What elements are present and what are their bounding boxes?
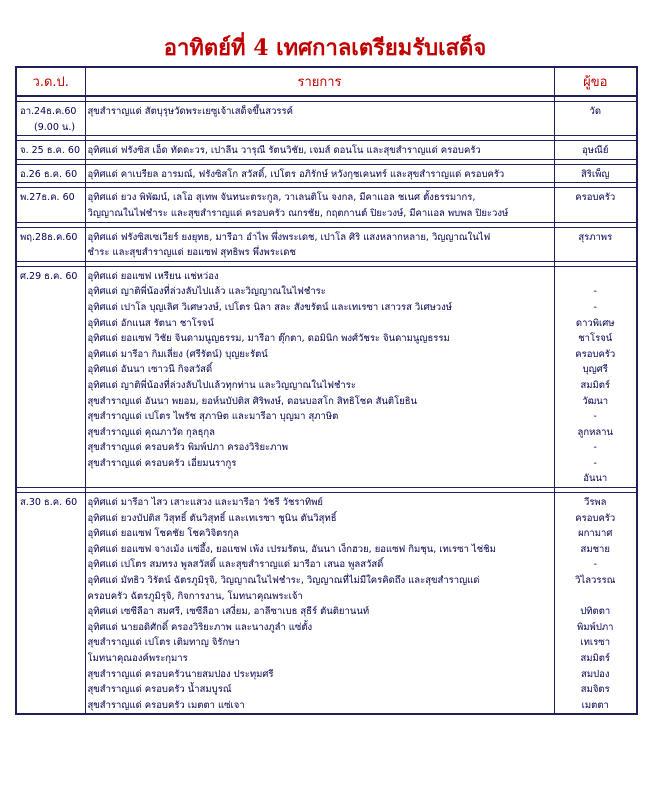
requester-cell	[554, 141, 637, 160]
date-text: อ.26 ธ.ค. 60	[20, 168, 78, 180]
header-items: รายการ	[85, 67, 554, 96]
table-row	[16, 141, 637, 160]
date-cell	[16, 493, 85, 715]
intention-line: อุทิศแด่ อันนา เซาวนี กิจสวัสดิ์	[87, 364, 213, 376]
requester-name: อันนา	[583, 473, 608, 485]
date-text: (9.00 น.)	[34, 121, 76, 133]
requester-name: เมตตา	[581, 699, 609, 711]
table-row	[16, 188, 637, 222]
table-row	[16, 164, 637, 183]
intention-line: อุทิศแด่ ยอแซฟ จางเม้ง แซ่อึ้ง, ยอแซฟ เพ้ง เปรมรัตน, อันนา เง็กฮวย, ยอแซฟ กิมชุน, เทเรซา ไช่ชิม	[87, 543, 496, 555]
intention-line: อุทิศแด่ เปโตร สมทรง พูลสวัสดิ์ และสุขสำราญแด่ มารีอา เสนอ พูลสวัสดิ์	[87, 559, 384, 571]
requester-name: วัด	[589, 106, 601, 117]
date-cell	[16, 227, 85, 261]
table-row	[16, 227, 637, 261]
page-title: อาทิตย์ที่ 4 เทศกาลเตรียมรับเสด็จ	[163, 35, 487, 61]
intention-line: อุทิศแด่ ยวงบัปติส วิสุทธิ์ ตันวิสุทธิ์ และเทเรซา ชูนิน ตันวิสุทธิ์	[87, 512, 337, 524]
table-header-row	[16, 67, 637, 96]
requester-name: สมชาย	[580, 543, 610, 555]
intention-line: อุทิศแด่ เปาโล บุญเลิศ วิเศษวงษ์, เปโตร นิลา สละ สังขรัตน์ และเทเรซา เสาวรส วิเศษวงษ์	[87, 301, 453, 313]
table-row	[16, 102, 637, 136]
requester-name: เทเรซา	[580, 637, 611, 649]
requester-cell	[554, 102, 637, 136]
requester-name: สมมิตร์	[580, 653, 611, 664]
requester-cell	[554, 164, 637, 183]
intention-line: ครอบครัว ฉัตรภูมิรุจิ, กิจการงาน, โมทนาคุณพระเจ้า	[87, 590, 303, 602]
items-cell	[85, 227, 554, 261]
requester-name: ลูกหลาน	[577, 426, 613, 438]
requester-name: ครอบครัว	[575, 348, 616, 360]
intention-line: อุทิศแด่ อักแนส รัตนา ชาโรจน์	[87, 317, 214, 329]
requester-cell	[554, 188, 637, 222]
intention-line: อุทิศแด่ ยอแซฟ วิชัย จินดามนูญธรรม, มารีอา ตุ๊กตา, ดอมินิก พงศ์วัชระ จินดามนูญธรรม	[87, 333, 450, 345]
intention-line: อุทิศแด่ นายอดิศักดิ์ ครองวิริยะภาพ และนางภูลำ แซ่ตั้ง	[87, 621, 313, 633]
intention-line: สุขสำราญแด่ ครอบครัว เอี่ยมนรากูร	[87, 457, 237, 469]
requester-name: สมปอง	[581, 668, 610, 680]
date-text: จ. 25 ธ.ค. 60	[20, 145, 81, 157]
intention-line: อุทิศแด่ เซซีลีอา สมศรี, เซซีลีอา เสงี่ยม, อาลีซาเบธ สุธีร์ ตันติยานนท์	[87, 606, 370, 618]
header-requester: ผู้ขอ	[554, 67, 637, 96]
intention-line: อุทิศแด่ ฟรังซิสเซเวียร์ ยงยุทธ, มารีอา อำไพ พึ่งพระเดช, เปาโล ศิริ แสงหลากหลาย, วิญญาณในไฟ	[87, 231, 491, 243]
intention-line: สุขสำราญแด่ ครอบครัว พิมพ์ปภา ครองวิริยะภาพ	[87, 442, 288, 454]
intention-line: สุขสำราญแด่ เปโตร ไพรัช สุภาษิต และมารีอา บุญมา สุภาษิต	[87, 411, 339, 423]
requester-name: ผกามาศ	[578, 528, 613, 540]
requester-name: วีรพล	[583, 497, 607, 509]
table-row	[16, 493, 637, 715]
intention-line: สุขสำราญแด่ เปโตร เติมทาญ จิรักษา	[87, 637, 240, 649]
intention-line: สุขสำราญแด่ ครอบครัวนายสมปอง ประทุมศรี	[87, 668, 274, 680]
intention-line: สุขสำราญแด่ คุณภาวัด กุลธุกุล	[87, 426, 216, 438]
date-text: พ.27ธ.ค. 60	[20, 192, 75, 204]
requester-cell	[554, 227, 637, 261]
table-row	[16, 266, 637, 487]
header-date: ว.ด.ป.	[16, 67, 85, 96]
spacer	[555, 269, 637, 285]
intention-line: วิญญาณในไฟชำระ และสุขสำราญแด่ ครอบครัว ณกรชัย, กฤตกานต์ ปิยะวงษ์, มีคาแอล พบพล ปิยะวงษ์	[87, 207, 509, 219]
intention-line: สุขสำราญแด่ ครอบครัว น้ำสมบูรณ์	[87, 684, 232, 696]
intention-line: อุทิศแด่ คาเบรียล อารมณ์, ฟรังซิสโก สวัสดิ์, เปโตร อภิรักษ์ หวังกุชเคนทร์ และสุขสำราญแด่ ครอบครัว	[87, 168, 505, 180]
intention-line: ชำระ และสุขสำราญแด่ ยอแซฟ สุทธิพร พึ่งพระเดช	[87, 247, 296, 259]
intention-line: สุขสำราญแด่ สัตบุรุษวัดพระเยซูเจ้าเสด็จขึ้นสวรรค์	[87, 106, 293, 117]
requester-name: ครอบครัว	[575, 192, 616, 204]
intention-line: อุทิศแด่ ฟรังซิส เอ็ด ทัดดะวร, เปาลีน วารุณี รัตนวิชัย, เจมส์ ดอนโน และสุขสำราญแด่ ครอบครัว	[87, 145, 481, 157]
requester-cell	[554, 266, 637, 487]
requester-name: -	[593, 301, 597, 313]
date-text: ส.30 ธ.ค. 60	[20, 497, 78, 509]
intention-line: อุทิศแด่ ยอแซฟ เหรียน แช่หว่อง	[87, 270, 219, 282]
requester-name: พิมพ์ปภา	[577, 621, 614, 633]
date-cell	[16, 141, 85, 160]
date-cell	[16, 266, 85, 487]
requester-name: สุรภาพร	[578, 231, 613, 243]
requester-cell	[554, 493, 637, 715]
requester-name: สิริเพ็ญ	[580, 168, 610, 180]
requester-name: -	[593, 286, 597, 298]
items-cell	[85, 164, 554, 183]
date-cell	[16, 164, 85, 183]
date-text: ศ.29 ธ.ค. 60	[20, 270, 78, 282]
requester-name: -	[593, 442, 597, 454]
requester-name: บุญศรี	[582, 364, 608, 376]
intention-line: อุทิศแด่ มัทธิว วิรัตน์ ฉัตรภูมิรุจิ, วิญญาณในไฟชำระ, วิญญาณที่ไม่มีใครคิดถึง และสุขสำราญแด่	[87, 575, 480, 587]
table-body	[16, 96, 637, 714]
items-cell	[85, 141, 554, 160]
items-cell	[85, 102, 554, 136]
requester-name: -	[593, 559, 597, 571]
intention-line: โมทนาคุณองค์พระกุมาร	[87, 653, 188, 664]
intention-line: อุทิศแด่ ยวง พิพัฒน์, เลโอ สุเทพ จันทนะตระกูล, วาเลนติโน จงกล, มีคาแอล ชเนศ ตั้งธรรมากร,	[87, 192, 476, 204]
intention-line: อุทิศแด่ ญาติพี่น้องที่ล่วงลับไปแล้ว และวิญญาณในไฟชำระ	[87, 286, 326, 298]
requester-name: วิไลวรรณ	[575, 575, 616, 587]
requester-name: อุษณีย์	[582, 145, 609, 157]
requester-name: -	[593, 457, 597, 469]
date-text: อา.24ธ.ค.60	[20, 106, 77, 117]
intention-line: อุทิศแด่ มารีอา ไสว เสาะแสวง และมารีอา วัชรี วัชราทิพย์	[87, 497, 323, 509]
intention-line: สุขสำราญแด่ ครอบครัว เมตตา แซ่เจา	[87, 699, 245, 711]
intention-line: อุทิศแด่ ญาติพี่น้องที่ล่วงลับไปแล้วทุกท่าน และวิญญาณในไฟชำระ	[87, 379, 356, 391]
requester-name: -	[593, 411, 597, 423]
intention-line: อุทิศแด่ มารีอา กิมเลี่ยง (ศรีรัตน์) บุญยะรัตน์	[87, 348, 268, 360]
requester-name: วัฒนา	[582, 395, 609, 407]
requester-name: สมจิตร	[580, 684, 610, 696]
date-cell	[16, 102, 85, 136]
items-cell	[85, 493, 554, 715]
requester-name: ครอบครัว	[575, 512, 616, 524]
requester-name	[555, 589, 637, 605]
requester-name: ดาวพิเศษ	[575, 317, 615, 329]
requester-name: ปทิตตา	[580, 606, 611, 618]
intention-line: สุขสำราญแด่ อันนา พยอม, ยอห์นบัปติส ศิริพงษ์, ดอนบอสโก สิทธิโชค สันติโยธิน	[87, 395, 418, 407]
items-cell	[85, 266, 554, 487]
requester-name: ชาโรจน์	[578, 333, 613, 345]
mass-intentions-table	[15, 66, 638, 715]
items-cell	[85, 188, 554, 222]
intention-line: อุทิศแด่ ยอแซฟ โชคชัย โชควิจิตรกุล	[87, 528, 239, 540]
date-text: พฤ.28ธ.ค.60	[20, 231, 78, 243]
date-cell	[16, 188, 85, 222]
requester-name: สมมิตร์	[580, 379, 611, 391]
